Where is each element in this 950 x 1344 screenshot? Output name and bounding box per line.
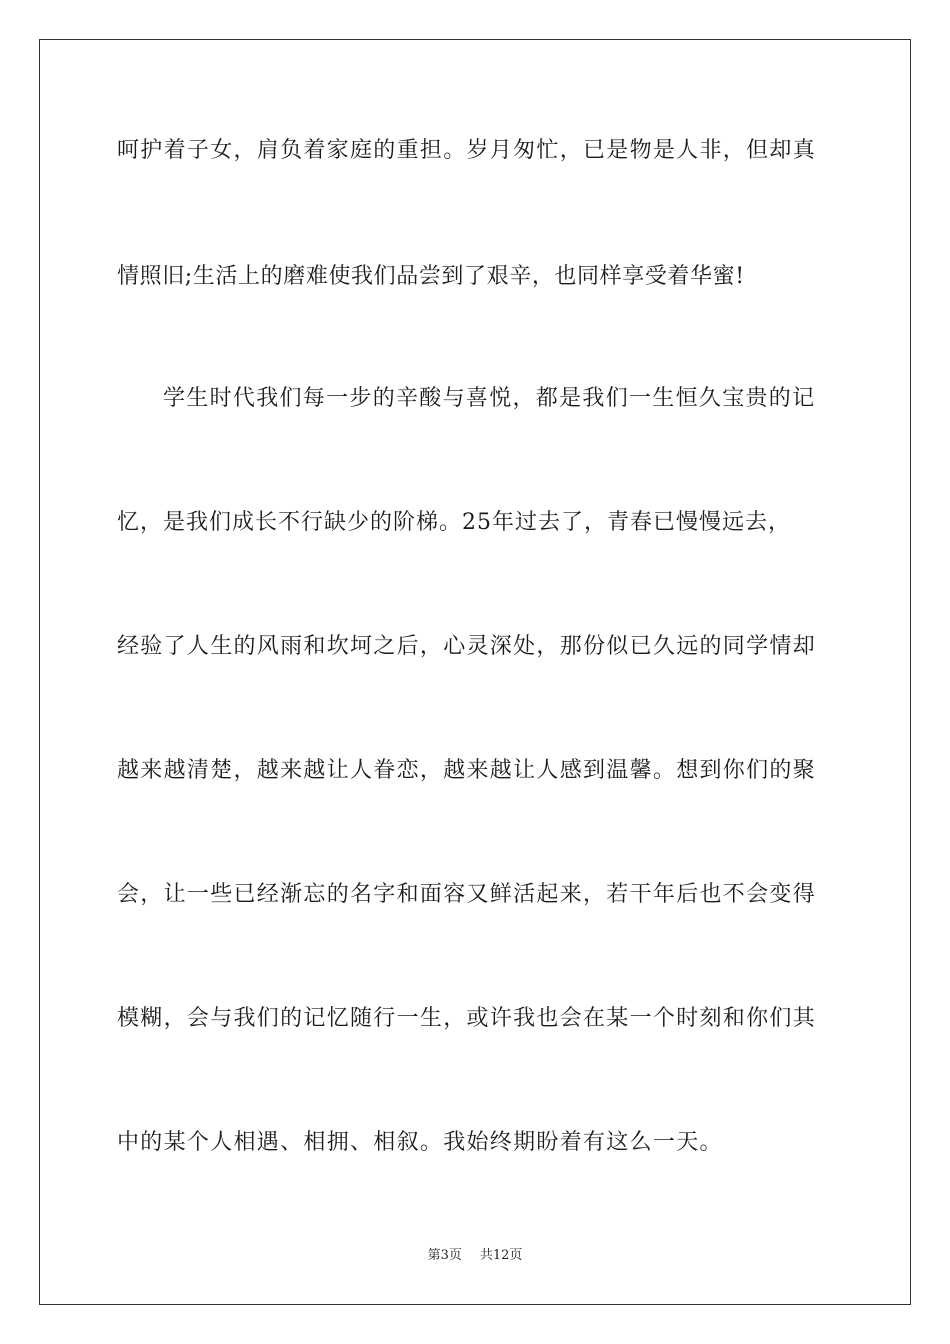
text-line: 模糊，会与我们的记忆随行一生，或许我也会在某一个时刻和你们其 xyxy=(117,1006,817,1031)
text-line: 中的某个人相遇、相拥、相叙。我始终期盼着有这么一天。 xyxy=(117,1130,723,1155)
text-line: 会，让一些已经渐忘的名字和面容又鲜活起来，若干年后也不会变得 xyxy=(117,882,817,907)
text-line: 越来越清楚，越来越让人眷恋，越来越让人感到温馨。想到你们的聚 xyxy=(117,758,817,783)
page-total: 共12页 xyxy=(479,1248,523,1263)
text-line: 情照旧;生活上的磨难使我们品尝到了艰辛，也同样享受着华蜜! xyxy=(117,264,745,289)
text-line: 忆，是我们成长不行缺少的阶梯。25年过去了，青春已慢慢远去， xyxy=(117,510,791,535)
page-footer xyxy=(0,1247,950,1265)
page-number: 第3页 xyxy=(427,1248,462,1263)
page-border xyxy=(39,39,911,1305)
text-line: 经验了人生的风雨和坎坷之后，心灵深处，那份似已久远的同学情却 xyxy=(117,634,817,659)
paragraph-first-line: 学生时代我们每一步的辛酸与喜悦，都是我们一生恒久宝贵的记 xyxy=(163,386,816,411)
text-line: 呵护着子女，肩负着家庭的重担。岁月匆忙，已是物是人非，但却真 xyxy=(117,138,817,163)
